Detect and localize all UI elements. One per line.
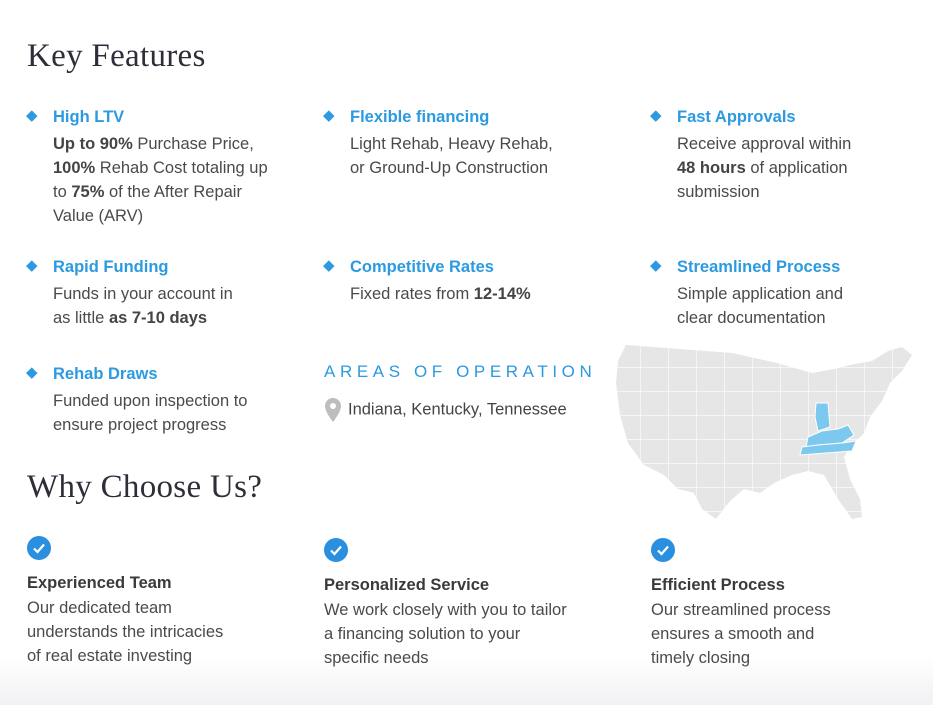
feature-desc: Light Rehab, Heavy Rehab, or Ground-Up Construction	[350, 135, 553, 177]
why-item-desc: Our dedicated team understands the intricacies of real estate investing	[27, 599, 224, 665]
diamond-bullet-icon: ◆	[26, 364, 38, 381]
diamond-bullet-icon: ◆	[323, 107, 335, 124]
feature-title: High LTV	[53, 108, 125, 126]
feature-rehab-draws	[26, 363, 273, 437]
why-item-experienced-team	[27, 536, 297, 668]
areas-states	[324, 398, 567, 422]
areas-of-operation-title: AREAS OF OPERATION	[324, 362, 597, 381]
feature-desc: Funds in your account in as little as 7-10 days	[53, 285, 233, 327]
why-item-desc: Our streamlined process ensures a smooth and timely closing	[651, 601, 831, 667]
why-choose-us-heading: Why Choose Us?	[27, 469, 263, 505]
indiana-state	[815, 403, 830, 431]
feature-desc: Fixed rates from 12-14%	[350, 285, 531, 303]
feature-title: Rapid Funding	[53, 258, 169, 276]
map-pin-icon	[324, 398, 342, 422]
why-item-desc: We work closely with you to tailor a financing solution to your specific needs	[324, 601, 567, 667]
diamond-bullet-icon: ◆	[26, 107, 38, 124]
feature-rapid-funding	[26, 256, 313, 330]
feature-fast-approvals	[650, 106, 877, 204]
feature-title: Rehab Draws	[53, 365, 158, 383]
feature-competitive-rates	[323, 256, 610, 306]
why-item-personalized-service	[324, 538, 594, 670]
feature-high-ltv	[26, 106, 283, 228]
diamond-bullet-icon: ◆	[650, 107, 662, 124]
areas-states-text: Indiana, Kentucky, Tennessee	[348, 400, 567, 419]
why-item-title: Experienced Team	[27, 574, 172, 592]
check-circle-icon	[27, 536, 51, 560]
diamond-bullet-icon: ◆	[323, 257, 335, 274]
feature-desc: Up to 90% Purchase Price, 100% Rehab Cost totaling up to 75% of the After Repair Value (ARV)	[53, 135, 268, 225]
why-item-title: Efficient Process	[651, 576, 785, 594]
feature-desc: Simple application and clear documentation	[677, 285, 844, 327]
diamond-bullet-icon: ◆	[26, 257, 38, 274]
feature-title: Streamlined Process	[677, 258, 841, 276]
feature-title: Flexible financing	[350, 108, 490, 126]
feature-title: Competitive Rates	[350, 258, 494, 276]
key-features-heading: Key Features	[27, 38, 206, 74]
why-item-efficient-process	[651, 538, 921, 670]
diamond-bullet-icon: ◆	[650, 257, 662, 274]
feature-title: Fast Approvals	[677, 108, 796, 126]
feature-flexible-financing	[323, 106, 610, 180]
feature-desc: Receive approval within 48 hours of application submission	[677, 135, 852, 201]
us-map	[612, 343, 917, 523]
us-map-land	[616, 345, 912, 519]
check-circle-icon	[651, 538, 675, 562]
check-circle-icon	[324, 538, 348, 562]
why-item-title: Personalized Service	[324, 576, 490, 594]
feature-streamlined-process	[650, 256, 872, 330]
feature-desc: Funded upon inspection to ensure project progress	[53, 392, 248, 434]
